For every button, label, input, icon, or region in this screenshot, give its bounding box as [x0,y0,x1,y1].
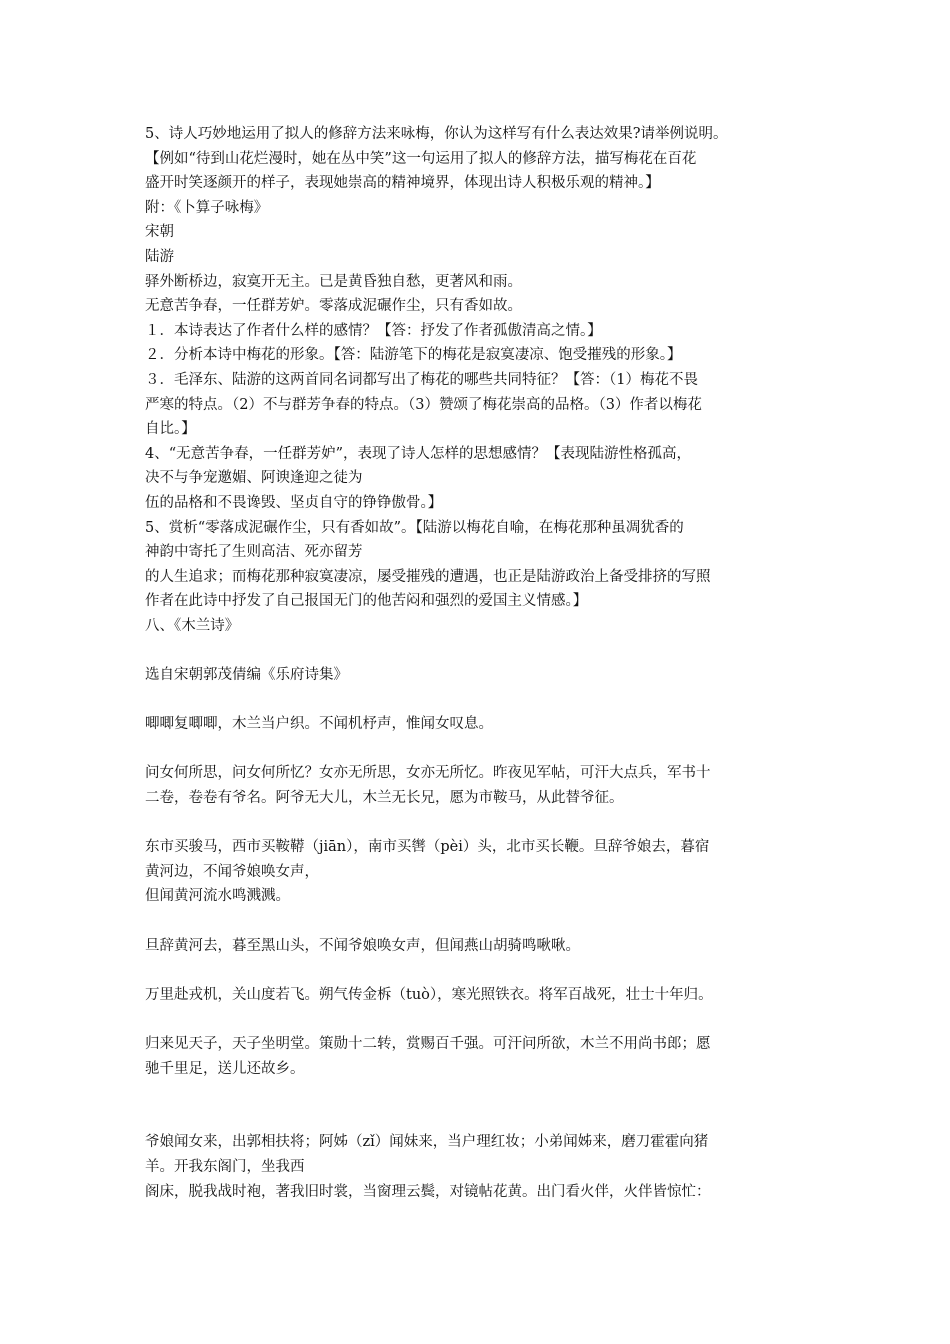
blank-line [145,638,817,663]
blank-line [145,1007,817,1032]
text-line: 附：《卜算子咏梅》 [145,199,269,216]
text-line: 神韵中寄托了生则高洁、死亦留芳 [145,544,363,561]
text-line: 八、《木兰诗》 [145,617,240,634]
text-line: 阁床，脱我战时袍，著我旧时裳，当窗理云鬓，对镜帖花黄。出门看火伴，火伴皆惊忙： [145,1183,711,1200]
text-line: 羊。开我东阁门，坐我西 [145,1158,305,1175]
text-line: 5、诗人巧妙地运用了拟人的修辞方法来咏梅，你认为这样写有什么表达效果?请举例说明。 [145,126,728,142]
text-line: １．本诗表达了作者什么样的感情？【答：抒发了作者孤傲清高之情。】 [145,322,602,339]
text-line: 驿外断桥边，寂寞开无主。已是黄昏独自愁，更著风和雨。 [145,273,522,290]
text-line: 万里赴戎机，关山度若飞。朔气传金柝（tuò），寒光照铁衣。将军百战死，壮士十年归。 [145,986,713,1003]
document-body [145,122,817,1204]
text-line: 4、“无意苦争春，一任群芳妒”，表现了诗人怎样的思想感情？【表现陆游性格孤高， [145,445,692,462]
blank-line [145,737,817,762]
text-line: 唧唧复唧唧，木兰当户织。不闻机杼声，惟闻女叹息。 [145,716,493,733]
text-line: 选自宋朝郭茂倩编《乐府诗集》 [145,667,348,684]
blank-line [145,909,817,934]
text-line: 作者在此诗中抒发了自己报国无门的他苦闷和强烈的爱国主义情感。】 [145,593,588,610]
text-line: 但闻黄河流水鸣溅溅。 [145,888,290,905]
text-line: ２．分析本诗中梅花的形象。【答：陆游笔下的梅花是寂寞凄凉、饱受摧残的形象。】 [145,347,682,364]
blank-line [145,1081,817,1130]
text-line: 爷娘闻女来，出郭相扶将；阿姊（zǐ）闻妹来，当户理红妆；小弟闻姊来，磨刀霍霍向猪 [145,1134,709,1151]
text-line: 宋朝 [145,224,174,241]
text-line: 驰千里足，送儿还故乡。 [145,1060,305,1077]
text-line: 黄河边，不闻爷娘唤女声， [145,863,319,880]
blank-line [145,811,817,836]
text-line: 无意苦争春，一任群芳妒。零落成泥碾作尘，只有香如故。 [145,298,522,315]
blank-line [145,958,817,983]
text-line: 自比。】 [145,421,196,438]
blank-line [145,688,817,713]
text-line: 二卷，卷卷有爷名。阿爷无大儿，木兰无长兄，愿为市鞍马，从此替爷征。 [145,790,624,807]
text-line: 陆游 [145,248,174,265]
text-line: 【例如“待到山花烂漫时，她在丛中笑”这一句运用了拟人的修辞方法，描写梅花在百花 [145,150,697,167]
text-line: 盛开时笑逐颜开的样子，表现她崇高的精神境界，体现出诗人积极乐观的精神。】 [145,175,660,192]
text-line: 东市买骏马，西市买鞍鞯（jiān），南市买辔（pèi）头，北市买长鞭。旦辞爷娘去，暮宿 [145,839,710,856]
text-line: 旦辞黄河去，暮至黑山头，不闻爷娘唤女声，但闻燕山胡骑鸣啾啾。 [145,937,580,954]
text-line: ３．毛泽东、陆游的这两首同名词都写出了梅花的哪些共同特征？【答：（1）梅花不畏 [145,371,698,388]
text-line: 严寒的特点。（2）不与群芳争春的特点。（3）赞颂了梅花崇高的品格。（3）作者以梅花 [145,396,702,413]
text-line: 的人生追求；而梅花那种寂寞凄凉，屡受摧残的遭遇，也正是陆游政治上备受排挤的写照 [145,568,711,585]
text-line: 5、赏析“零落成泥碾作尘，只有香如故”。【陆游以梅花自喻，在梅花那种虽凋犹香的 [145,519,684,536]
text-line: 决不与争宠邀媚、阿谀逢迎之徒为 [145,470,363,487]
text-line: 伍的品格和不畏谗毁、坚贞自守的铮铮傲骨。】 [145,494,443,511]
text-line: 问女何所思，问女何所忆？女亦无所思，女亦无所忆。昨夜见军帖，可汗大点兵，军书十 [145,765,711,782]
text-line: 归来见天子，天子坐明堂。策勋十二转，赏赐百千强。可汗问所欲，木兰不用尚书郎；愿 [145,1035,711,1052]
